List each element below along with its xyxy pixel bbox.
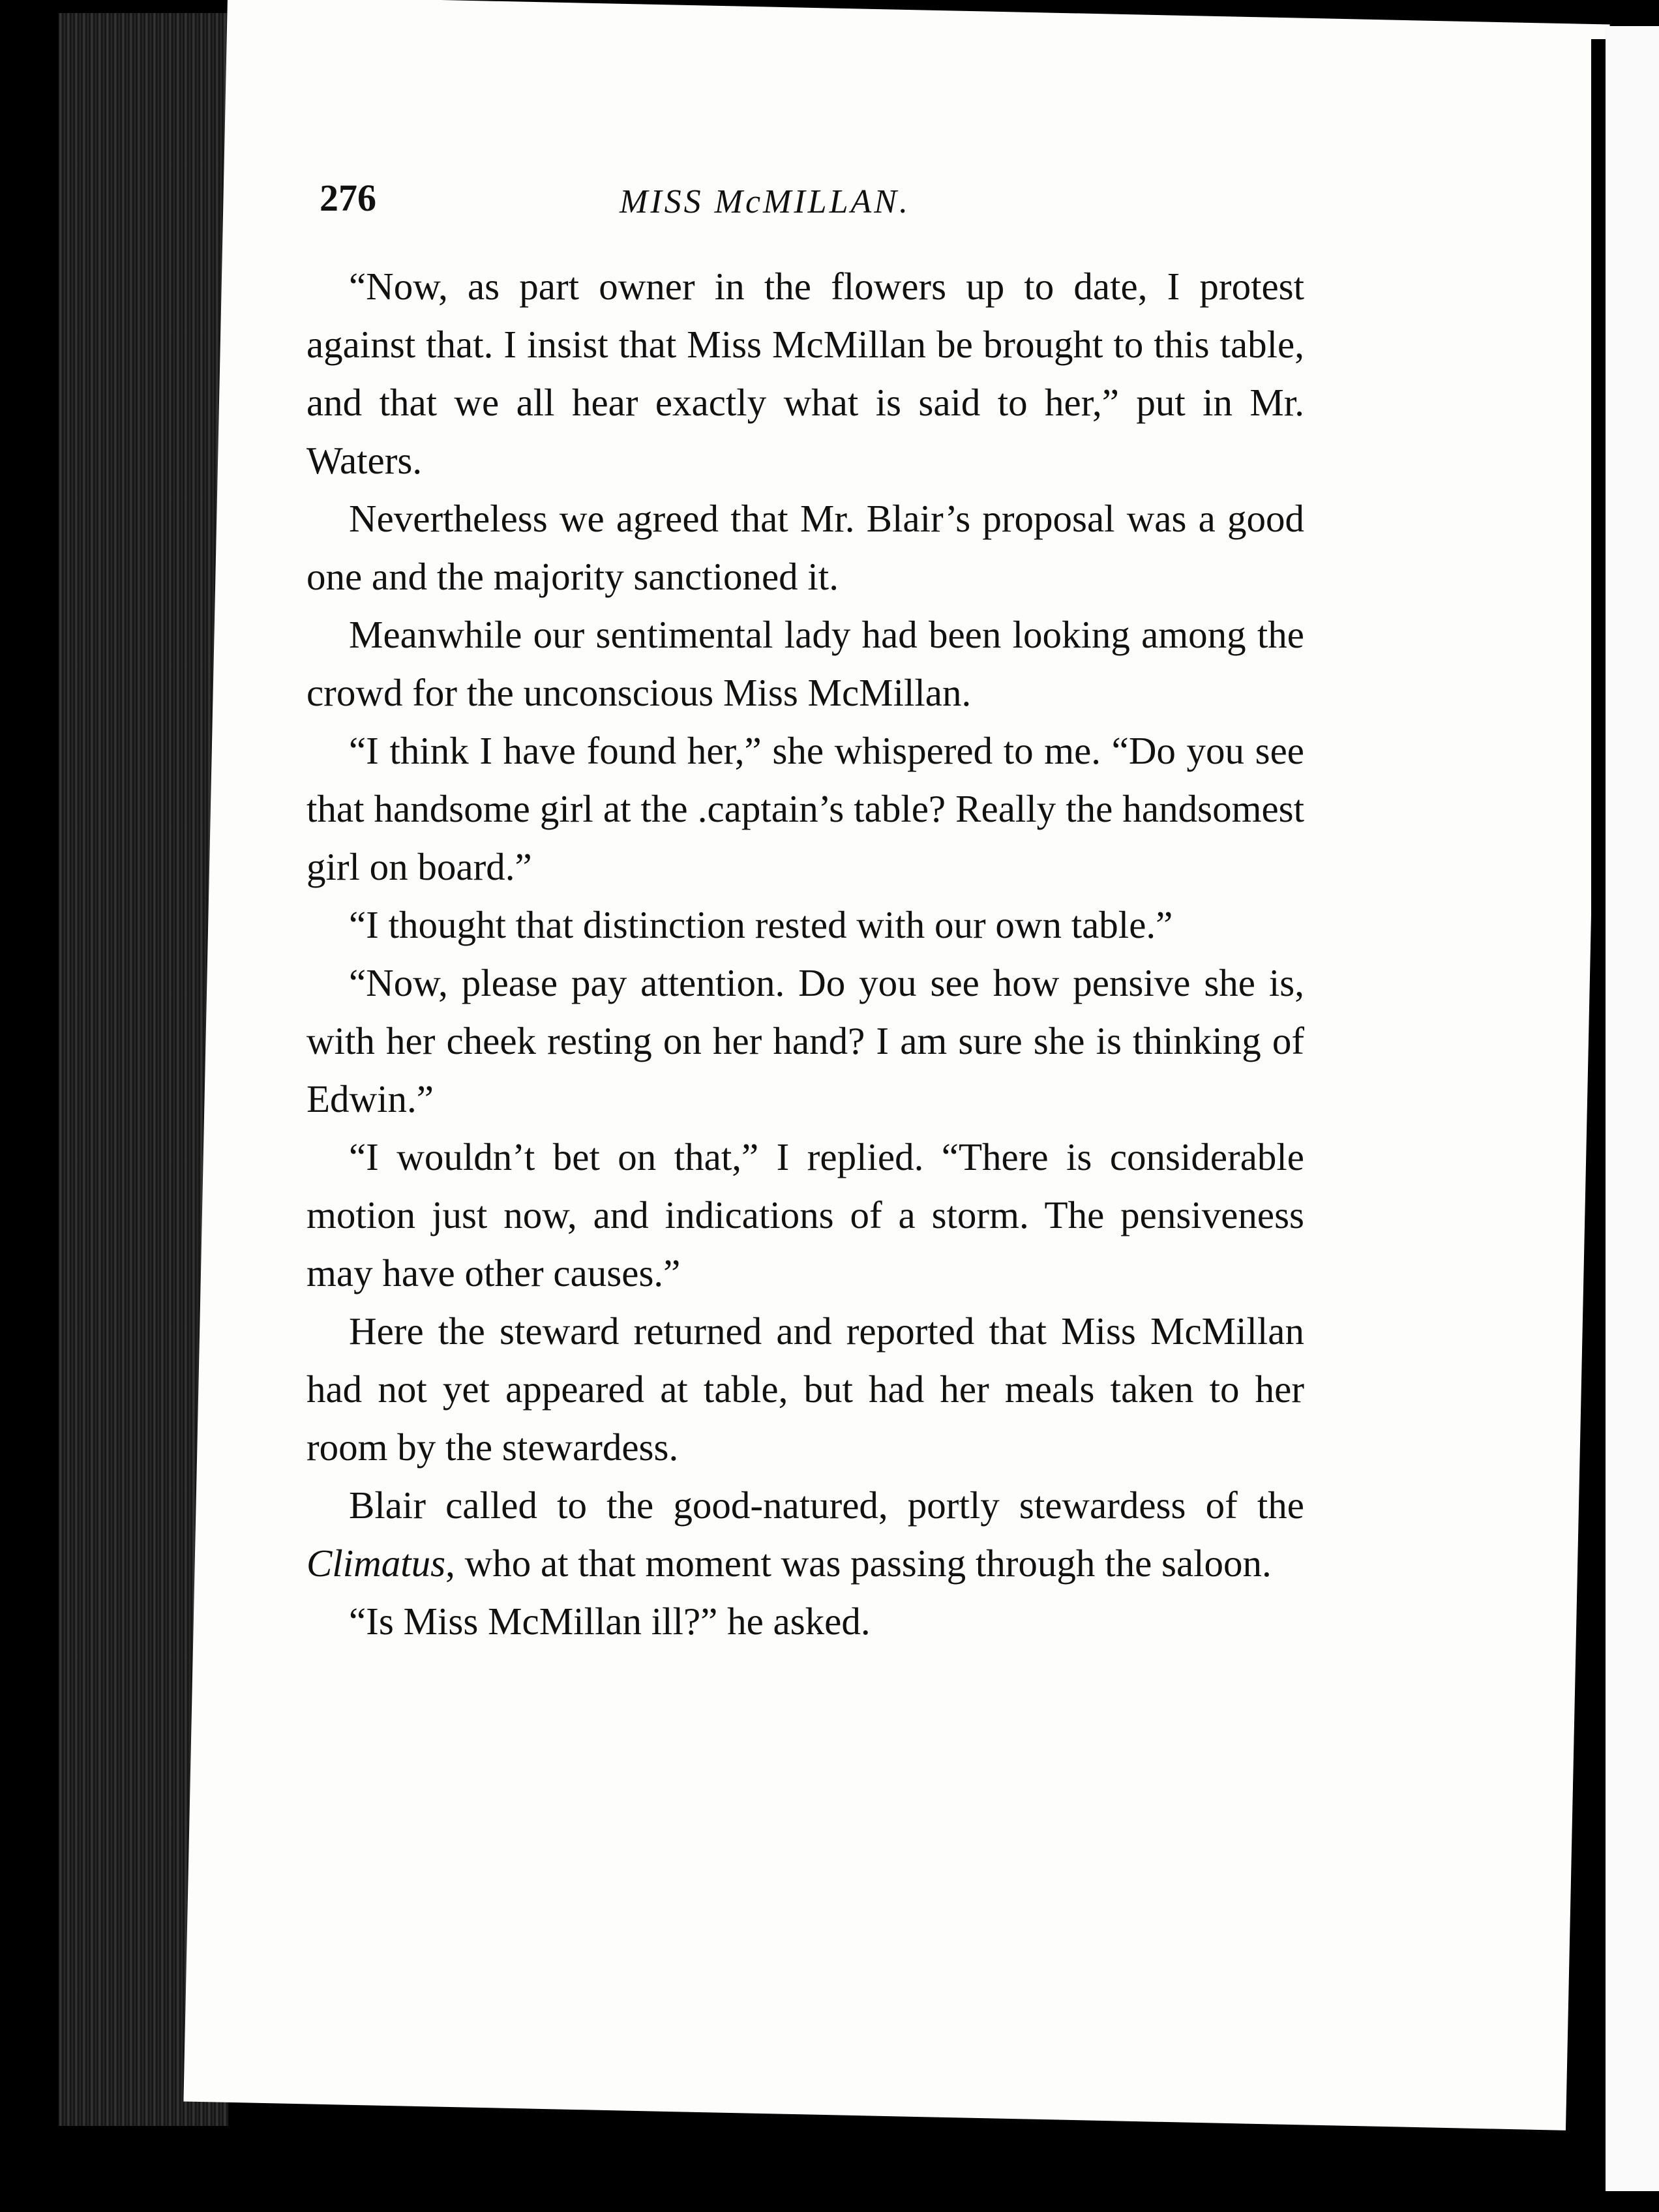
page-number: 276	[320, 177, 376, 219]
paragraph: Nevertheless we agreed that Mr. Blair’s proposal was a good one and the majority sanctioned it.	[306, 497, 1304, 598]
paragraph: “I think I have found her,” she whispered to me. “Do you see that handsome girl at the .captain’s table? Really the handsomest girl on board.”	[306, 729, 1304, 888]
paragraph: “Now, please pay attention. Do you see how pensive she is, with her cheek resting on her hand? I am sure she is thinking of Edwin.”	[306, 961, 1304, 1120]
running-head: MISS McMILLAN.	[620, 183, 910, 220]
ship-name: Climatus	[306, 1542, 446, 1585]
paragraph: “Now, as part owner in the flowers up to date, I protest against that. I insist that Miss McMillan be brought to this table, and that we all hear exactly what is said to her,” put in Mr. Waters.	[306, 265, 1304, 482]
paragraph-text: , who at that moment was passing through the saloon.	[445, 1542, 1272, 1585]
paragraph: “I thought that distinction rested with our own table.”	[349, 903, 1173, 946]
scan-margin-right	[1606, 26, 1659, 2191]
paragraph: “I wouldn’t bet on that,” I replied. “There is considerable motion just now, and indications of a storm. The pensiveness may have other causes.”	[306, 1135, 1304, 1294]
body-text	[306, 258, 1304, 1651]
page-header	[320, 170, 1167, 241]
scan-border-right	[1591, 39, 1606, 2139]
paragraph: “Is Miss McMillan ill?” he asked.	[349, 1600, 871, 1643]
paragraph: Meanwhile our sentimental lady had been looking among the crowd for the unconscious Miss McMillan.	[306, 613, 1304, 714]
paragraph-text: Blair called to the good-natured, portly stewardess of the	[349, 1484, 1304, 1527]
paragraph: Here the steward returned and reported that Miss McMillan had not yet appeared at table, but had her meals taken to her room by the stewardess.	[306, 1309, 1304, 1469]
paragraph-with-ship-name	[306, 1476, 1304, 1592]
